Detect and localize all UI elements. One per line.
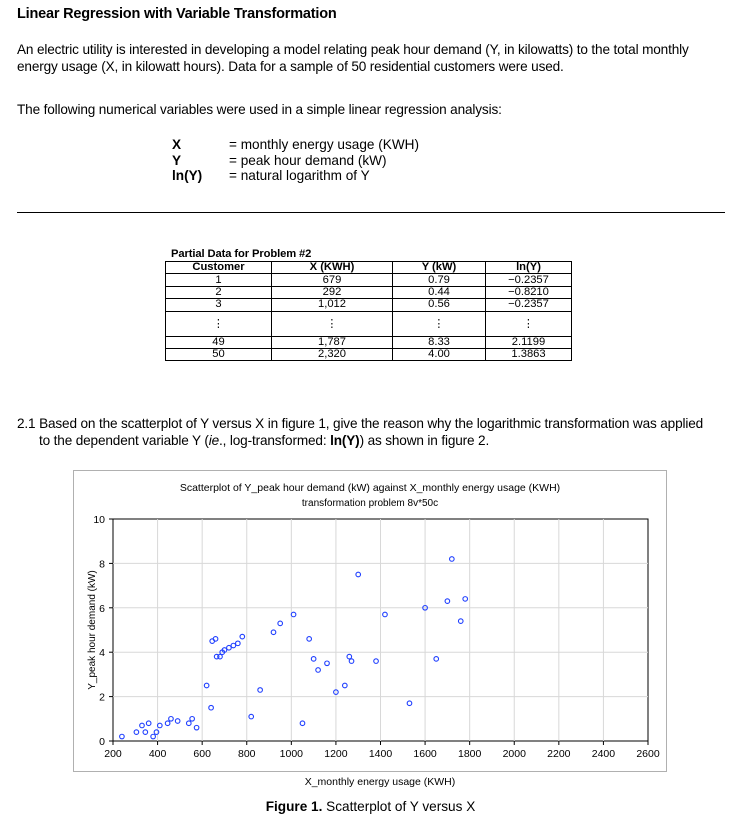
table-cell: −0.2357 [486, 299, 572, 311]
variable-description: = natural logarithm of Y [229, 168, 370, 183]
x-tick-label: 2000 [502, 748, 526, 760]
chart-subtitle: transformation problem 8v*50c [301, 498, 439, 509]
y-axis-label: Y_peak hour demand (kW) [87, 570, 98, 690]
figure-label: Figure 1. [265, 799, 323, 814]
question-text: ., log-transformed: [219, 433, 331, 448]
table-row [166, 348, 572, 360]
figure-caption [0, 799, 741, 814]
variable-symbol: X [172, 137, 182, 152]
x-tick-label: 600 [193, 748, 211, 760]
question-line-2 [17, 432, 729, 449]
data-table [165, 261, 572, 361]
table-cell: −0.8210 [486, 286, 572, 298]
table-cell: ⋮ [486, 311, 572, 336]
column-header: ln(Y) [486, 262, 572, 274]
table-caption: Partial Data for Problem #2 [171, 248, 312, 260]
variable-symbol: ln(Y) [172, 168, 203, 183]
table-cell: 292 [272, 286, 393, 298]
variable-row [172, 137, 419, 153]
x-tick-label: 1200 [324, 748, 348, 760]
table-cell: 50 [166, 348, 272, 360]
column-header: Customer [166, 262, 272, 274]
x-tick-label: 2200 [547, 748, 571, 760]
y-tick-label: 2 [99, 691, 105, 704]
variables-intro: The following numerical variables were used in a simple linear regression analysis: [17, 102, 502, 117]
table-cell: 8.33 [393, 336, 486, 348]
table-cell: 0.56 [393, 299, 486, 311]
x-tick-label: 2400 [591, 748, 616, 760]
chart-title: Scatterplot of Y_peak hour demand (kW) against X_monthly energy usage (KWH) [179, 482, 561, 494]
table-cell: 1 [166, 274, 272, 286]
page-title: Linear Regression with Variable Transformation [17, 6, 337, 22]
table-row [166, 336, 572, 348]
table-row-ellipsis [166, 311, 572, 336]
x-tick-label: 800 [237, 748, 256, 760]
question-lny: ln(Y) [330, 433, 360, 448]
y-tick-label: 4 [99, 647, 105, 660]
x-tick-label: 1600 [413, 748, 437, 760]
variable-description: = monthly energy usage (KWH) [229, 137, 420, 152]
x-tick-label: 400 [148, 748, 167, 760]
table-cell: 1,787 [272, 336, 393, 348]
question-text: ) as shown in figure 2. [359, 433, 490, 448]
variables-list [172, 137, 419, 184]
table-cell: 2 [166, 286, 272, 298]
x-tick-label: 200 [104, 748, 122, 760]
x-axis-label: X_monthly energy usage (KWH) [304, 776, 456, 788]
table-cell: 3 [166, 299, 272, 311]
y-tick-label: 0 [99, 736, 105, 748]
table-cell: 679 [272, 274, 393, 286]
figure-caption-text: Scatterplot of Y versus X [322, 799, 476, 814]
question-ie: ie [208, 433, 220, 448]
variable-description: = peak hour demand (kW) [229, 152, 387, 168]
section-divider [17, 212, 725, 213]
table-cell: −0.2357 [486, 274, 572, 286]
table-header-row [166, 262, 572, 274]
table-cell: 0.44 [393, 286, 486, 298]
table-cell: ⋮ [393, 311, 486, 336]
column-header: X (KWH) [272, 262, 393, 274]
question-2-1 [17, 415, 729, 449]
variable-symbol: Y [172, 152, 182, 168]
x-tick-label: 2600 [636, 748, 660, 760]
table-cell: 0.79 [393, 274, 486, 286]
table-cell: 2,320 [272, 348, 393, 360]
table-cell: 2.1199 [486, 336, 572, 348]
table-cell: 4.00 [393, 348, 486, 360]
x-tick-label: 1800 [457, 748, 482, 760]
variable-row [172, 153, 419, 169]
table-row [166, 286, 572, 298]
variable-row [172, 168, 419, 184]
y-tick-label: 6 [99, 602, 105, 615]
table-row [166, 274, 572, 286]
table-cell: 1,012 [272, 299, 393, 311]
question-line-1: 2.1 Based on the scatterplot of Y versus X in figure 1, give the reason why the logarithmic transformation was applied [17, 416, 704, 431]
column-header: Y (kW) [393, 262, 486, 274]
question-text: to the dependent variable Y ( [39, 433, 209, 448]
table-row [166, 299, 572, 311]
figure-frame [73, 470, 667, 772]
x-tick-label: 1000 [279, 748, 304, 760]
y-tick-label: 10 [93, 514, 105, 526]
x-tick-label: 1400 [368, 748, 393, 760]
y-tick-label: 8 [99, 558, 105, 571]
intro-line-1: An electric utility is interested in developing a model relating peak hour demand (Y, in kilowatts) to the total monthly [17, 42, 689, 57]
intro-paragraph [17, 41, 729, 75]
table-cell: 1.3863 [486, 348, 572, 360]
table-cell: ⋮ [272, 311, 393, 336]
table-cell: 49 [166, 336, 272, 348]
intro-line-2: energy usage (X, in kilowatt hours). Data for a sample of 50 residential customers were used. [17, 59, 564, 74]
table-cell: ⋮ [166, 311, 272, 336]
